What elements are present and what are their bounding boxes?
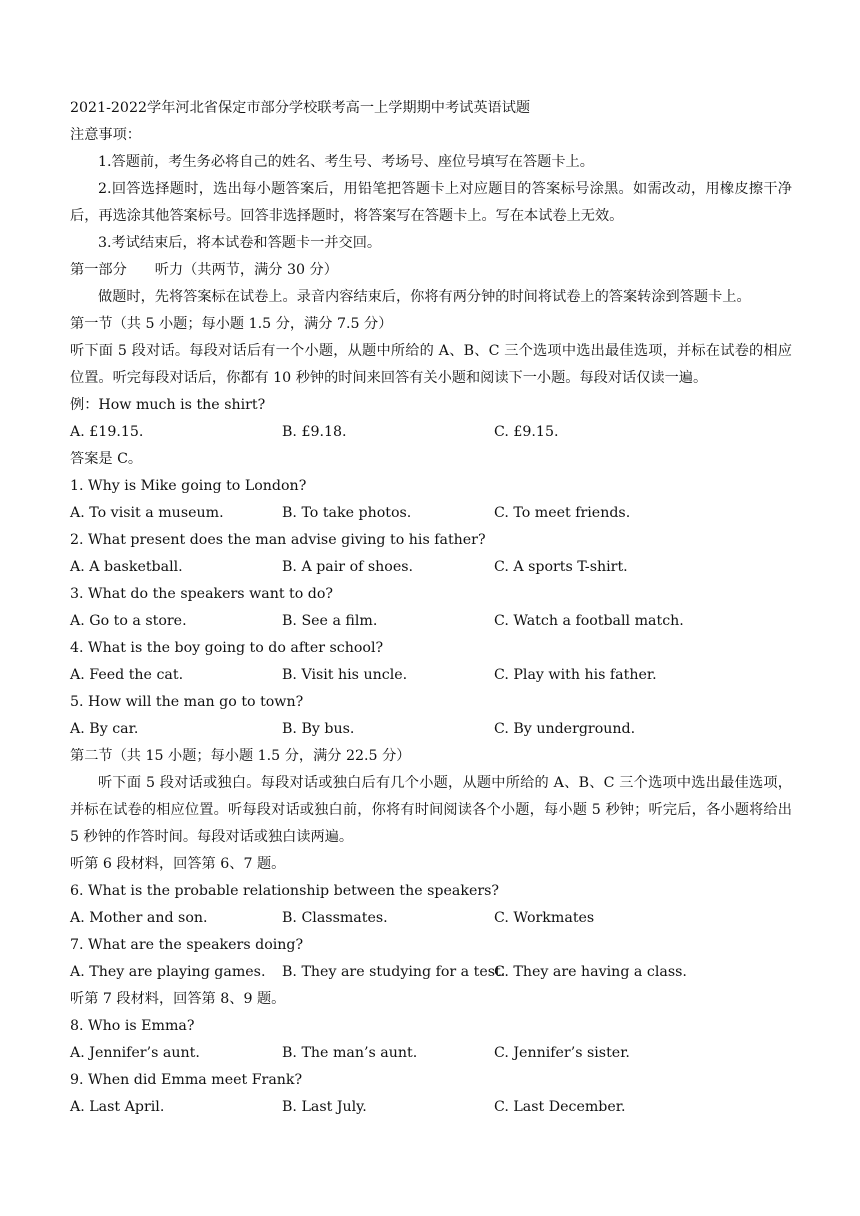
example-answer: 答案是 C。 xyxy=(70,451,143,467)
example-options xyxy=(70,419,792,446)
option-b: B. Classmates. xyxy=(282,910,388,926)
option-c: C. A sports T-shirt. xyxy=(494,559,628,575)
material-7-heading: 听第 7 段材料，回答第 8、9 题。 xyxy=(70,991,286,1007)
question-9-options xyxy=(70,1094,792,1121)
question-2: 2. What present does the man advise giving to his father? xyxy=(70,532,486,548)
part1-heading xyxy=(70,257,792,284)
part1-title: 听力（共两节，满分 30 分） xyxy=(154,262,338,278)
question-5: 5. How will the man go to town? xyxy=(70,694,304,710)
option-a: A. To visit a museum. xyxy=(70,505,224,521)
option-a: A. A basketball. xyxy=(70,559,183,575)
question-6-options xyxy=(70,905,792,932)
question-8: 8. Who is Emma? xyxy=(70,1018,195,1034)
question-3-options xyxy=(70,608,792,635)
option-a: A. Last April. xyxy=(70,1099,165,1115)
option-a: A. By car. xyxy=(70,721,139,737)
option-a: A. Go to a store. xyxy=(70,613,187,629)
option-b: B. By bus. xyxy=(282,721,355,737)
question-4: 4. What is the boy going to do after school? xyxy=(70,640,384,656)
question-7: 7. What are the speakers doing? xyxy=(70,937,304,953)
question-7-options xyxy=(70,959,792,986)
example-option-b: B. £9.18. xyxy=(282,424,347,440)
question-1: 1. Why is Mike going to London? xyxy=(70,478,307,494)
part1-label: 第一部分 xyxy=(70,262,127,278)
option-a: A. Jennifer’s aunt. xyxy=(70,1045,200,1061)
example-option-a: A. £19.15. xyxy=(70,424,144,440)
section2-heading: 第二节（共 15 小题；每小题 1.5 分，满分 22.5 分） xyxy=(70,748,411,764)
option-b: B. The man’s aunt. xyxy=(282,1045,418,1061)
question-1-options xyxy=(70,500,792,527)
option-b: B. To take photos. xyxy=(282,505,412,521)
material-6-heading: 听第 6 段材料，回答第 6、7 题。 xyxy=(70,856,286,872)
question-2-options xyxy=(70,554,792,581)
option-c: C. Play with his father. xyxy=(494,667,657,683)
notice-heading: 注意事项： xyxy=(70,127,141,143)
question-6: 6. What is the probable relationship between the speakers? xyxy=(70,883,500,899)
option-c: C. Workmates xyxy=(494,910,595,926)
section1-heading: 第一节（共 5 小题；每小题 1.5 分，满分 7.5 分） xyxy=(70,316,393,332)
option-b: B. Last July. xyxy=(282,1099,367,1115)
option-c: C. To meet friends. xyxy=(494,505,631,521)
example-question: 例：How much is the shirt? xyxy=(70,397,266,413)
notice-item-2: 2.回答选择题时，选出每小题答案后，用铅笔把答题卡上对应题目的答案标号涂黑。如需改动，用橡皮擦干净后，再选涂其他答案标号。回答非选择题时，将答案写在答题卡上。写在本试卷上无效。 xyxy=(70,181,792,224)
option-c: C. They are having a class. xyxy=(494,964,687,980)
option-b: B. A pair of shoes. xyxy=(282,559,414,575)
option-c: C. Jennifer’s sister. xyxy=(494,1045,630,1061)
exam-page xyxy=(70,95,792,1121)
option-a: A. Mother and son. xyxy=(70,910,208,926)
option-b: B. They are studying for a test. xyxy=(282,964,506,980)
question-5-options xyxy=(70,716,792,743)
part1-instruction: 做题时，先将答案标在试卷上。录音内容结束后，你将有两分钟的时间将试卷上的答案转涂到答题卡上。 xyxy=(98,289,751,305)
notice-item-3: 3.考试结束后，将本试卷和答题卡一并交回。 xyxy=(98,235,382,251)
option-c: C. Last December. xyxy=(494,1099,626,1115)
option-c: C. Watch a football match. xyxy=(494,613,684,629)
section1-instruction: 听下面 5 段对话。每段对话后有一个小题，从题中所给的 A、B、C 三个选项中选出最佳选项，并标在试卷的相应位置。听完每段对话后，你都有 10 秒钟的时间来回答有关小题和阅读下一小题。每段对话仅读一遍。 xyxy=(70,343,792,386)
question-3: 3. What do the speakers want to do? xyxy=(70,586,334,602)
notice-item-1: 1.答题前，考生务必将自己的姓名、考生号、考场号、座位号填写在答题卡上。 xyxy=(98,154,594,170)
option-a: A. Feed the cat. xyxy=(70,667,184,683)
question-9: 9. When did Emma meet Frank? xyxy=(70,1072,303,1088)
option-a: A. They are playing games. xyxy=(70,964,266,980)
option-c: C. By underground. xyxy=(494,721,636,737)
section2-instruction: 听下面 5 段对话或独白。每段对话或独白后有几个小题，从题中所给的 A、B、C 三个选项中选出最佳选项，并标在试卷的相应位置。听每段对话或独白前，你将有时间阅读各个小题，每小题 5 秒钟；听完后，各小题将给出 5 秒钟的作答时间。每段对话或独白读两遍。 xyxy=(70,775,792,845)
document-title: 2021-2022学年河北省保定市部分学校联考高一上学期期中考试英语试题 xyxy=(70,100,531,116)
question-8-options xyxy=(70,1040,792,1067)
example-option-c: C. £9.15. xyxy=(494,424,559,440)
option-b: B. Visit his uncle. xyxy=(282,667,408,683)
option-b: B. See a film. xyxy=(282,613,378,629)
question-4-options xyxy=(70,662,792,689)
